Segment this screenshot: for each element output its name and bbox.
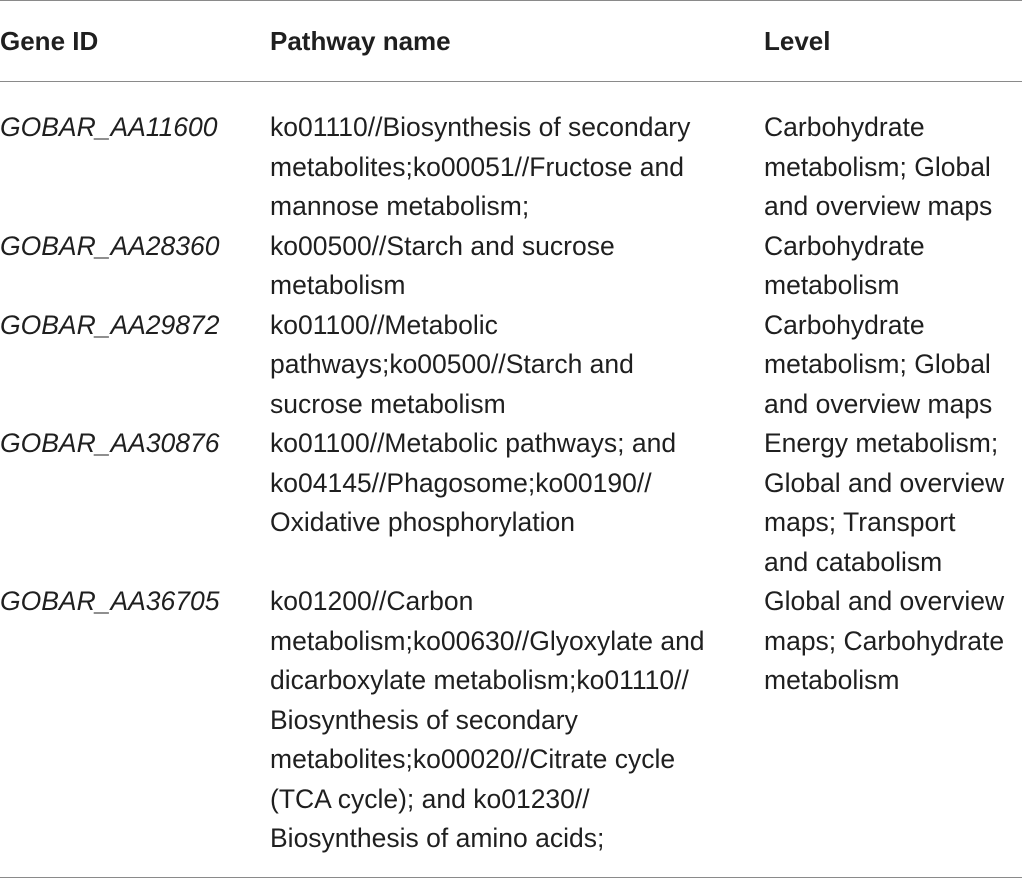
table-row: [0, 306, 1022, 425]
header-row: [0, 1, 1022, 82]
pathway-cell: ko01100//Metabolic pathways;ko00500//Starch and sucrose metabolism: [270, 309, 634, 419]
table-row: [0, 227, 1022, 306]
pathway-cell: ko01100//Metabolic pathways; and ko04145//Phagosome;ko00190// Oxidative phosphorylation: [270, 428, 677, 537]
level-cell: Carbohydrate metabolism: [764, 230, 925, 300]
header-gene-id: Gene ID: [0, 26, 99, 56]
table-row: [0, 582, 1022, 877]
level-cell: Energy metabolism; Global and overview maps; Transport and catabolism: [764, 428, 1005, 577]
table-row: [0, 424, 1022, 582]
pathway-cell: ko01200//Carbon metabolism;ko00630//Glyoxylate and dicarboxylate metabolism;ko01110// Biosynthesis of secondary metabolites;ko00020//Citrate cycle (TCA cycle); and ko01230// Biosynthesis of amino acids;: [270, 586, 705, 853]
gene-id-cell: GOBAR_AA36705: [0, 586, 220, 616]
gene-id-cell: GOBAR_AA30876: [0, 428, 220, 458]
gene-id-cell: GOBAR_AA28360: [0, 230, 220, 261]
table-row: [0, 82, 1022, 227]
pathway-cell: ko01110//Biosynthesis of secondary metabolites;ko00051//Fructose and mannose metabolism;: [270, 112, 691, 221]
level-cell: Carbohydrate metabolism; Global and overview maps: [764, 309, 993, 419]
table-body: [0, 82, 1022, 878]
gene-id-cell: GOBAR_AA11600: [0, 112, 218, 142]
table-header: [0, 1, 1022, 82]
level-cell: Global and overview maps; Carbohydrate metabolism: [764, 586, 1005, 695]
pathway-cell: ko00500//Starch and sucrose metabolism: [270, 230, 615, 300]
header-pathway-name: Pathway name: [270, 26, 451, 56]
level-cell: Carbohydrate metabolism; Global and overview maps: [764, 112, 993, 221]
gene-id-cell: GOBAR_AA29872: [0, 309, 220, 340]
header-level: Level: [764, 26, 831, 56]
